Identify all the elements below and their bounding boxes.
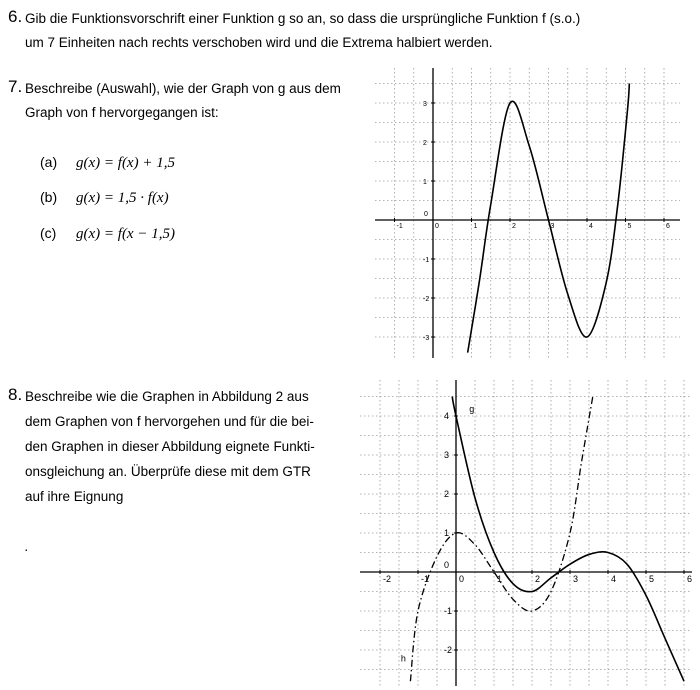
y-tick-label: -3 [423,335,430,342]
x-tick-label: -1 [396,223,403,230]
option-equation: g(x) = f(x − 1,5) [76,226,175,242]
task7-option-a [40,154,175,172]
curve-label-g: g [469,404,475,415]
option-equation: g(x) = 1,5 · f(x) [76,190,169,206]
x-tick-label: 2 [512,223,516,230]
y-tick-label: 2 [444,489,450,499]
option-label: (a) [40,154,58,170]
task7-option-b [40,189,169,207]
grid [360,380,692,686]
option-equation: g(x) = f(x) + 1,5 [76,155,175,171]
figure-1-graph [375,68,680,358]
x-tick-label: 2 [535,574,541,584]
figure-2-graph [360,380,692,686]
task6-text-line1: Gib die Funktionsvorschrift einer Funktion g so an, so dass die ursprüngliche Funktion f (s.o.) [25,11,581,26]
task7-number: 7. [8,77,23,96]
task6-number: 6. [8,7,23,26]
x-tick-label: 5 [649,574,655,584]
x-tick-label: -1 [421,574,430,584]
task7-text-line1: Beschreibe (Auswahl), wie der Graph von g aus dem [25,81,341,96]
x-tick-label: 1 [497,574,503,584]
y-tick-label: 4 [444,411,450,421]
x-tick-label: 3 [573,574,579,584]
task7-text-line2: Graph von f hervorgegangen ist: [25,105,219,120]
task8-number: 8. [8,385,23,404]
y-tick-label: 1 [423,179,427,186]
x-tick-label: 1 [473,223,478,230]
y-tick-label: -1 [423,257,430,264]
task6-text-line2: um 7 Einheiten nach rechts verschoben wird und die Extrema halbiert werden. [25,35,493,50]
y-tick-label: 2 [423,140,427,147]
grid [375,68,680,358]
task8-text-line1: Beschreibe wie die Graphen in Abbildung 2 aus [25,389,309,404]
y-tick-label: 1 [444,528,450,538]
x-tick-label: 4 [589,223,593,230]
curve-g [452,397,684,682]
task7-option-c [40,225,175,243]
x-tick-label: 4 [611,574,617,584]
x-tick-label: 6 [666,223,670,230]
task8-text-line3: den Graphen in dieser Abbildung eignete Funkti- [25,439,315,454]
y-tick-label: 3 [423,101,427,108]
stray-mark: · [24,542,29,557]
origin-label: 0 [444,560,450,570]
x-tick-label: 0 [459,574,465,584]
x-tick-label: 5 [627,223,632,230]
y-tick-label: 3 [444,450,450,460]
task8-text-line4: onsgleichung an. Überprüfe diese mit dem GTR [25,464,311,479]
task8-text-line2: dem Graphen von f hervorgehen und für die bei- [25,414,314,429]
x-tick-label: 0 [435,223,439,230]
option-label: (b) [40,189,58,205]
option-label: (c) [40,225,57,241]
origin-label: 0 [424,211,428,218]
task8-text-line5: auf ihre Eignung [25,489,124,504]
curve-h [410,397,592,682]
x-tick-label: -2 [383,574,392,584]
y-tick-label: -2 [444,645,453,655]
y-tick-label: -1 [444,606,453,616]
x-tick-label: 3 [550,223,555,230]
x-tick-label: 6 [687,574,693,584]
y-tick-label: -2 [423,296,430,303]
curve-label-h: h [400,653,406,664]
